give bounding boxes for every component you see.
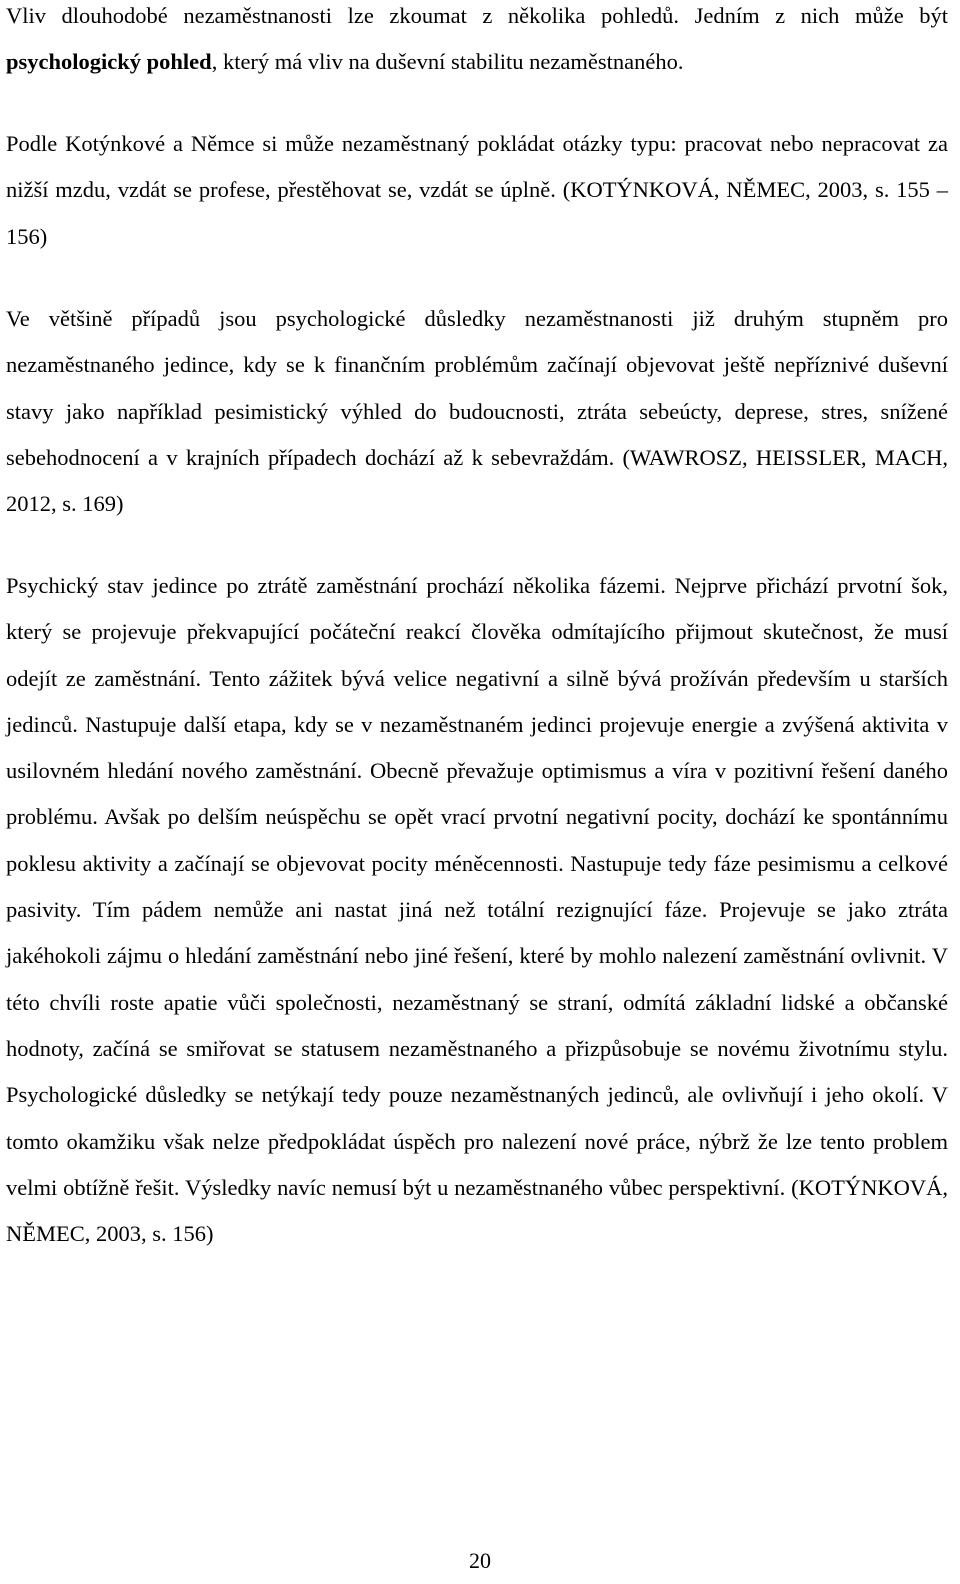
bold-term-psychological-view: psychologický pohled <box>6 49 212 75</box>
paragraph-psychological-view <box>6 0 948 86</box>
paragraph-kotynkova-nemec: Podle Kotýnkové a Němce si může nezaměstnaný pokládat otázky typu: pracovat nebo nepracovat za nižší mzdu, vzdát se profese, přestěhovat se, vzdát se úplně. (KOTÝNKOVÁ, NĚMEC, 2003, s. 155 – 156) <box>6 131 948 249</box>
paragraph-phases: Psychický stav jedince po ztrátě zaměstnání prochází několika fázemi. Nejprve přichází prvotní šok, který se projevuje překvapující počáteční reakcí člověka odmítajícího přijmout skutečnost, že musí odejít ze zaměstnání. Tento zážitek bývá velice negativní a silně bývá prožíván především u starších jedinců. Nastupuje další etapa, kdy se v nezaměstnaném jedinci projevuje energie a zvýšená aktivita v usilovném hledání nového zaměstnání. Obecně převažuje optimismus a víra v pozitivní řešení daného problému. Avšak po delším neúspěchu se opět vrací prvotní negativní pocity, dochází ke spontánnímu poklesu aktivity a začínají se objevovat pocity méněcennosti. Nastupuje tedy fáze pesimismu a celkové pasivity. Tím pádem nemůže ani nastat jiná než totální rezignující fáze. Projevuje se jako ztráta jakéhokoli zájmu o hledání zaměstnání nebo jiné řešení, které by mohlo nalezení zaměstnání ovlivnit. V této chvíli roste apatie vůči společnosti, nezaměstnaný se straní, odmítá základní lidské a občanské hodnoty, začíná se smiřovat se statusem nezaměstnaného a přizpůsobuje se novému životnímu stylu. Psychologické důsledky se netýkají tedy pouze nezaměstnaných jedinců, ale ovlivňují i jeho okolí. V tomto okamžiku však nelze předpokládat úspěch pro nalezení nové práce, nýbrž že lze tento problem velmi obtížně řešit. Výsledky navíc nemusí být u nezaměstnaného vůbec perspektivní. (KOTÝNKOVÁ, NĚMEC, 2003, s. 156) <box>6 573 948 1247</box>
paragraph-psychological-consequences: Ve většině případů jsou psychologické důsledky nezaměstnanosti již druhým stupněm pro nezaměstnaného jedince, kdy se k finančním problémům začínají objevovat ještě nepříznivé duševní stavy jako například pesimistický výhled do budoucnosti, ztráta sebeúcty, deprese, stres, snížené sebehodnocení a v krajních případech dochází až k sebevraždám. (WAWROSZ, HEISSLER, MACH, 2012, s. 169) <box>6 306 948 517</box>
paragraph-text-start: Vliv dlouhodobé nezaměstnanosti lze zkoumat z několika pohledů. Jedním z nich může být <box>6 3 948 28</box>
paragraph-text-end: , který má vliv na duševní stabilitu nezaměstnaného. <box>211 49 684 75</box>
page-number: 20 <box>469 1548 491 1573</box>
